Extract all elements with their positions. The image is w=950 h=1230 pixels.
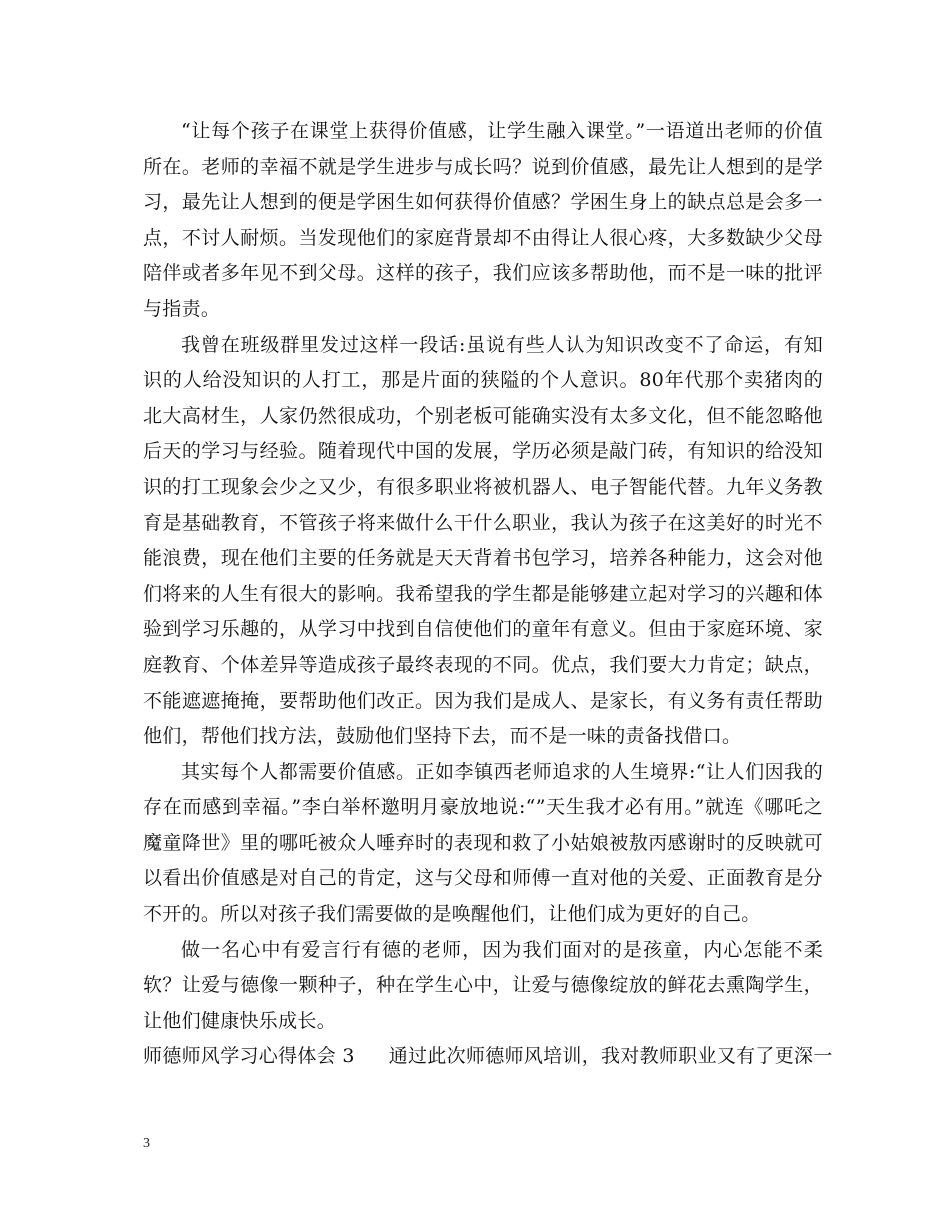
paragraph-4: 做一名心中有爱言行有德的老师，因为我们面对的是孩童，内心怎能不柔软？让爱与德像一颗种子，种在学生心中，让爱与德像绽放的鲜花去熏陶学生，让他们健康快乐成长。 — [143, 938, 823, 1032]
paragraph-2: 我曾在班级群里发过这样一段话:虽说有些人认为知识改变不了命运，有知识的人给没知识的人打工，那是片面的狭隘的个人意识。80年代那个卖猪肉的北大高材生，人家仍然很成功，个别老板可能确实没有太多文化，但不能忽略他后天的学习与经验。随着现代中国的发展，学历必须是敲门砖，有知识的给没知识的打工现象会少之又少，有很多职业将被机器人、电子智能代替。九年义务教育是基础教育，不管孩子将来做什么干什么职业，我认为孩子在这美好的时光不能浪费，现在他们主要的任务就是天天背着书包学习，培养各种能力，这会对他们将来的人生有很大的影响。我希望我的学生都是能够建立起对学习的兴趣和体验到学习乐趣的，从学习中找到自信使他们的童年有意义。但由于家庭环境、家庭教育、个体差异等造成孩子最终表现的不同。优点，我们要大力肯定；缺点，不能遮遮掩掩，要帮助他们改正。因为我们是成人、是家长，有义务有责任帮助他们，帮他们找方法，鼓励他们坚持下去，而不是一味的责备找借口。 — [143, 333, 823, 748]
section-line — [143, 1039, 833, 1075]
page-number: 3 — [143, 1136, 150, 1151]
document-body — [143, 114, 833, 1075]
section-start-text: 通过此次师德师风培训，我对教师职业又有了更深一 — [388, 1045, 833, 1068]
section-heading: 师德师风学习心得体会 3 — [143, 1045, 355, 1068]
paragraph-1: “让每个孩子在课堂上获得价值感，让学生融入课堂。”一语道出老师的价值所在。老师的幸福不就是学生进步与成长吗？说到价值感，最先让人想到的是学习，最先让人想到的便是学困生如何获得价值感？学困生身上的缺点总是会多一点，不讨人耐烦。当发现他们的家庭背景却不由得让人很心疼，大多数缺少父母陪伴或者多年见不到父母。这样的孩子，我们应该多帮助他，而不是一味的批评与指责。 — [143, 120, 823, 320]
paragraph-3: 其实每个人都需要价值感。正如李镇西老师追求的人生境界:“让人们因我的存在而感到幸福。”李白举杯邀明月豪放地说:“”天生我才必有用。”就连《哪吒之魔童降世》里的哪吒被众人唾弃时的表现和救了小姑娘被敖丙感谢时的反映就可以看出价值感是对自己的肯定，这与父母和师傅一直对他的关爱、正面教育是分不开的。所以对孩子我们需要做的是唤醒他们，让他们成为更好的自己。 — [143, 760, 823, 926]
